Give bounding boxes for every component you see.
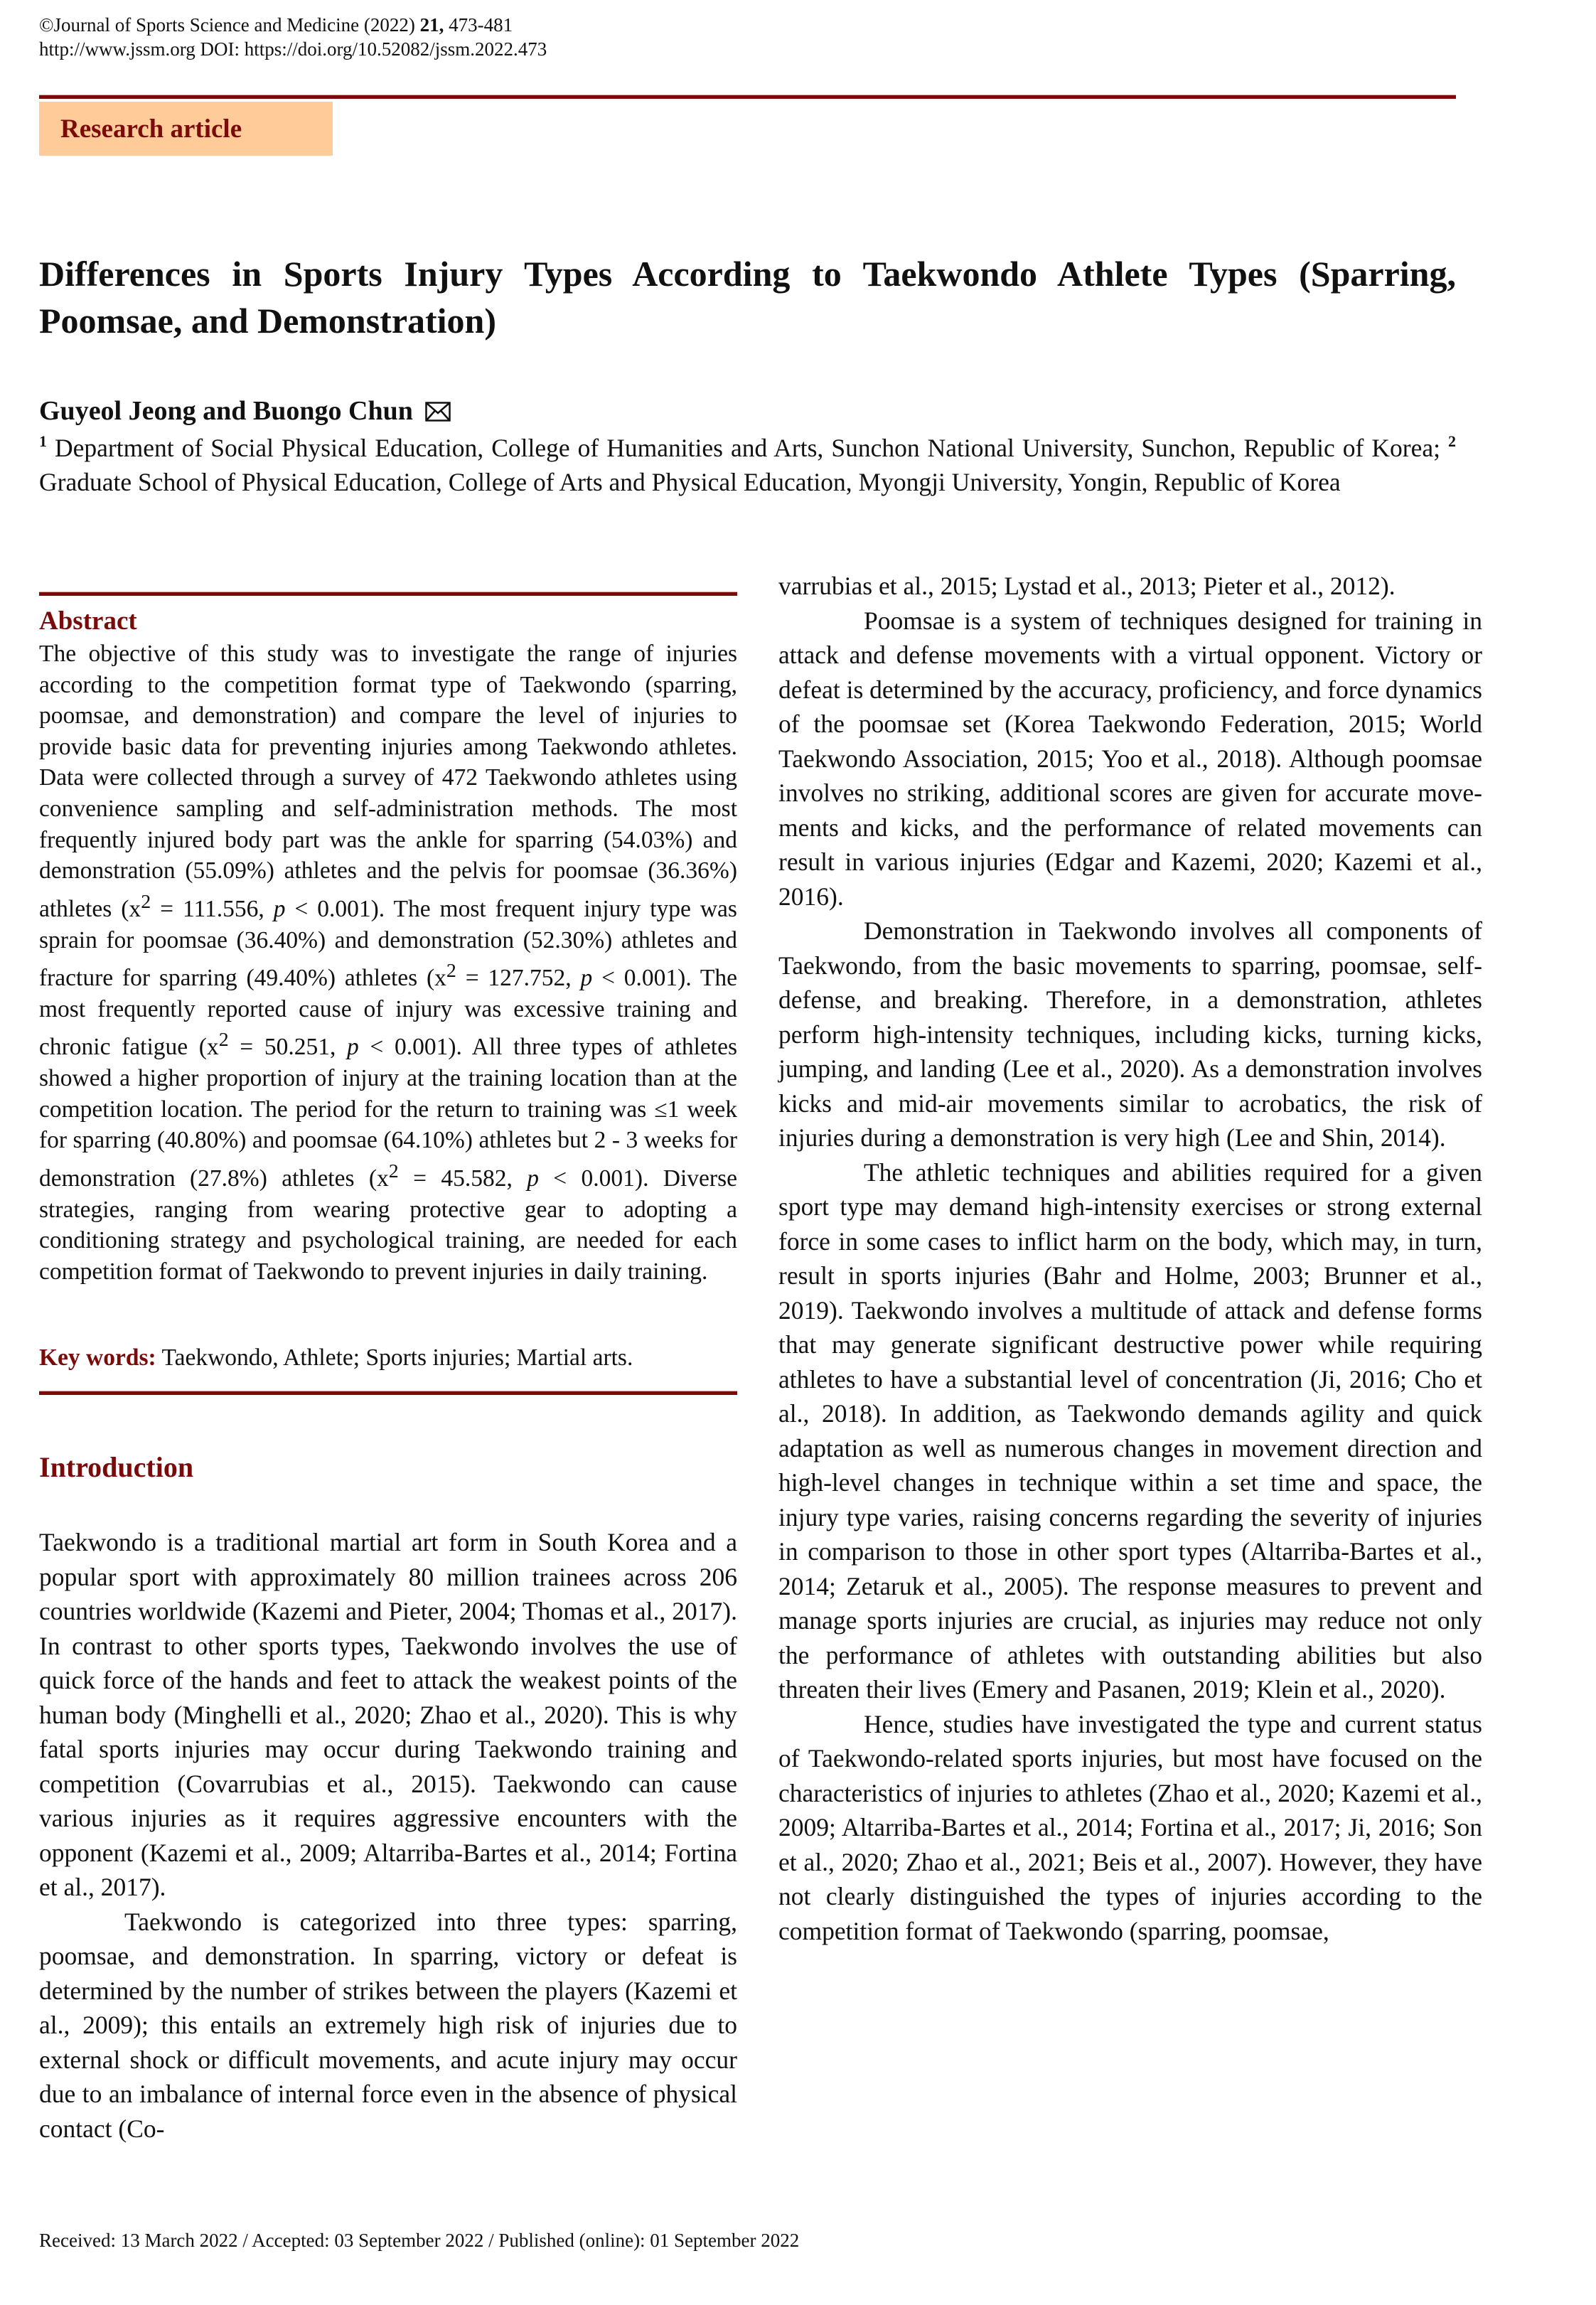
abstract-text-segment: = 50.251, xyxy=(228,1034,347,1061)
introduction-left-column xyxy=(39,1525,737,2146)
abstract-text-segment: < 0.001). The most frequent injury type was sprain for poomsae (36.40%) and demonstration (52.30%) athletes and fracture for sparring (49.40%) athletes (x xyxy=(39,895,737,992)
affiliation-text: Graduate School of Physical Education, College of Arts and Physical Education, Myongji University, Yongin, Republic of Korea xyxy=(39,468,1341,496)
keywords-label: Key words: xyxy=(39,1344,156,1371)
journal-pages: 473-481 xyxy=(444,14,513,36)
journal-volume: 21, xyxy=(419,14,444,36)
affiliation-number: 1 xyxy=(39,432,47,450)
article-type-label: Research article xyxy=(60,114,242,144)
article-type-badge xyxy=(39,102,333,156)
abstract-text-segment: < 0.001). Diverse strategies, ranging from wearing protective gear to adopting a conditioning strategy and psychological training, are needed for each competition format of Taekwondo to prevent injuries in daily training. xyxy=(39,1165,737,1285)
author-names: Guyeol Jeong and Buongo Chun xyxy=(39,396,413,426)
paragraph: The athletic techniques and abilities required for a given sport type may demand high-intensity exercises or strong external force in some cases to inflict harm on the body, which may, in turn, result in sports injuries (Bahr and Holme, 2003; Brunner et al., 2019). Taekwondo involves a multitude of attack and defense forms that may generate significant destructive power while requiring athletes to have a substantial level of concentration (Ji, 2016; Cho et al., 2018). In addition, as Taekwondo demands agility and quick adaptation as well as numerous changes in movement direction and high-level changes in technique within a set time and space, the injury type varies, raising concerns regarding the severity of injuries in comparison to those in other sport types (Altarriba-Bartes et al., 2014; Zetaruk et al., 2005). The response measures to prevent and manage sports injuries are crucial, as injuries may reduce not only the performance of athletes with outstanding abilities but also threaten their lives (Emery and Pasanen, 2019; Klein et al., 2020). xyxy=(778,1157,1482,1704)
affiliation-text: Department of Social Physical Education, College of Humanities and Arts, Sunchon National University, Sunchon, Republic of Korea; xyxy=(47,434,1448,462)
journal-name: ©Journal of Sports Science and Medicine (2022) xyxy=(39,14,420,36)
header-divider xyxy=(39,95,1456,99)
publication-dates: Received: 13 March 2022 / Accepted: 03 September 2022 / Published (online): 01 September 2022 xyxy=(39,2230,800,2251)
paragraph: Taekwondo is categorized into three types: sparring, poomsae, and demonstration. In sparring, victory or defeat is determined by the number of strikes between the players (Kazemi et al., 2009); this entails an extremely high risk of injuries due to external shock or difficult movements, and acute injury may occur due to an imbalance of internal force even in the absence of physical contact (Co- xyxy=(39,1907,737,2143)
introduction-heading: Introduction xyxy=(39,1451,194,1483)
affiliations xyxy=(39,431,1456,499)
paragraph: Demonstration in Taekwondo involves all components of Taekwondo, from the basic movements to sparring, poomsae, self-defense, and breaking. Therefore, in a demonstration, athletes perform high-intensity techniques, including kicks, turning kicks, jumping, and landing (Lee et al., 2020). As a demonstration involves kicks and mid-air movements similar to acrobatics, the risk of injuries during a demonstration is very high (Lee and Shin, 2014). xyxy=(778,916,1482,1152)
superscript: 2 xyxy=(218,1029,229,1052)
keywords xyxy=(39,1342,743,1374)
superscript: 2 xyxy=(141,890,151,913)
abstract-text-segment: < 0.001). The most frequently reported cause of injury was excessive training and chronic fatigue (x xyxy=(39,965,738,1061)
paragraph: Taekwondo is a traditional martial art form in South Korea and a popular sport with approximately 80 million trainees across 206 countries worldwide (Kazemi and Pieter, 2004; Thomas et al., 2017). In contrast to other sports types, Taekwondo involves the use of quick force of the hands and feet to attack the weakest points of the human body (Minghelli et al., 2020; Zhao et al., 2020). This is why fatal sports injuries may occur during Taekwondo training and competition (Covarrubias et al., 2015). Taekwondo can cause various injuries as it requires aggressive encounters with the opponent (Kazemi et al., 2009; Altarriba-Bartes et al., 2014; Fortina et al., 2017). xyxy=(39,1528,737,1901)
p-value-symbol: p xyxy=(580,965,593,992)
p-value-symbol: p xyxy=(273,895,286,922)
abstract-text-segment: = 111.556, xyxy=(151,895,274,922)
envelope-icon[interactable] xyxy=(425,397,451,429)
journal-url-doi[interactable]: http://www.jssm.org DOI: https://doi.org/10.52082/jssm.2022.473 xyxy=(39,38,547,60)
abstract-text-segment: The objective of this study was to investigate the range of injuries according to the competition format type of Taekwondo (sparring, poomsae, and demonstration) and compare the level of injuries to provide basic data for preventing injuries among Taekwondo athletes. Data were collected through a survey of 472 Taekwondo athletes using convenience sampling and self-administration methods. The most frequently injured body part was the ankle for sparring (54.03%) and demonstration (55.09%) athletes and the pelvis for poomsae (36.36%) athletes (x xyxy=(39,641,737,922)
p-value-symbol: p xyxy=(527,1165,539,1192)
abstract-text-segment: = 45.582, xyxy=(398,1165,527,1192)
paragraph: Hence, studies have investigated the type and current status of Taekwondo-related sports injuries, but most have focused on the characteristics of injuries to athletes (Zhao et al., 2020; Kazemi et al., 2009; Altarriba-Bartes et al., 2014; Fortina et al., 2017; Ji, 2016; Son et al., 2020; Zhao et al., 2021; Beis et al., 2007). However, they have not clearly distinguished the types of injuries according to the competition format of Taekwondo (sparring, poomsae, xyxy=(778,1709,1482,1945)
introduction-right-column xyxy=(778,569,1482,1948)
abstract-body xyxy=(39,638,737,1288)
abstract-top-divider xyxy=(39,592,737,596)
p-value-symbol: p xyxy=(347,1034,359,1061)
abstract-bottom-divider xyxy=(39,1391,737,1395)
paragraph: Poomsae is a system of techniques designed for training in attack and defense movements with a virtual opponent. Victory or defeat is determined by the accuracy, proficiency, and force dynamics of the poomsae set (Korea Taekwondo Federation, 2015; World Taekwondo Association, 2015; Yoo et al., 2018). Although poomsae involves no striking, additional scores are given for accurate movements and kicks, and the performance of related movements can result in various injuries (Edgar and Kazemi, 2020; Kazemi et al., 2016). xyxy=(778,606,1482,911)
abstract-heading: Abstract xyxy=(39,606,137,636)
paragraph: varrubias et al., 2015; Lystad et al., 2013; Pieter et al., 2012). xyxy=(778,572,1396,600)
article-title: Differences in Sports Injury Types According to Taekwondo Athlete Types (Sparring, Poomsae, and Demonstration) xyxy=(39,254,1456,341)
abstract-text-segment: < 0.001). All three types of athletes showed a higher proportion of injury at the training location than at the competition location. The period for the return to training was ≤1 week for sparring (40.80%) and poomsae (64.10%) athletes but 2 - 3 weeks for demonstration (27.8%) athletes (x xyxy=(39,1034,737,1192)
affiliation-number: 2 xyxy=(1448,432,1456,450)
superscript: 2 xyxy=(446,960,456,983)
abstract-text-segment: = 127.752, xyxy=(456,965,581,992)
journal-citation xyxy=(39,13,513,37)
keywords-list: Taekwondo, Athlete; Sports injuries; Martial arts. xyxy=(156,1344,633,1371)
author-list xyxy=(39,395,451,429)
superscript: 2 xyxy=(388,1160,399,1182)
